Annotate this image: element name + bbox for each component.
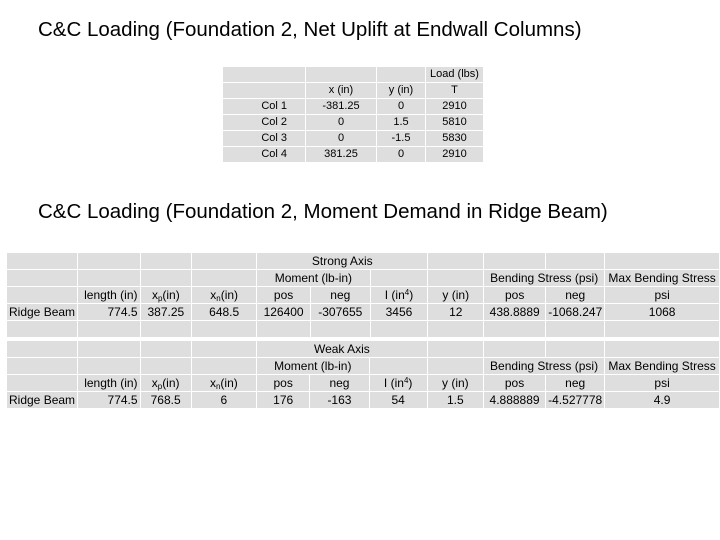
uplift-table-top-row bbox=[223, 67, 484, 83]
axis-title-row bbox=[7, 341, 720, 358]
y-value: -1.5 bbox=[377, 131, 426, 147]
table-row bbox=[7, 304, 720, 321]
axis-title: Strong Axis bbox=[257, 253, 428, 270]
column-name: Col 2 bbox=[223, 115, 306, 131]
load-value: 5830 bbox=[426, 131, 484, 147]
uplift-table-header-row bbox=[223, 83, 484, 99]
x-value: 0 bbox=[306, 115, 377, 131]
moment-pos-header: pos bbox=[257, 287, 311, 304]
group-header-row bbox=[7, 358, 720, 375]
inertia-value: 3456 bbox=[370, 304, 428, 321]
y-header: y (in) bbox=[377, 83, 426, 99]
moment-title: C&C Loading (Foundation 2, Moment Demand in Ridge Beam) bbox=[38, 200, 608, 223]
spacer-row bbox=[7, 321, 720, 338]
moment-neg-header: neg bbox=[311, 287, 371, 304]
length-header: length (in) bbox=[78, 375, 141, 392]
blank-cell bbox=[377, 67, 426, 83]
bending-neg-value: -4.527778 bbox=[546, 392, 605, 409]
moment-neg-header: neg bbox=[310, 375, 369, 392]
y-header: y (in) bbox=[427, 375, 483, 392]
load-value: 5810 bbox=[426, 115, 484, 131]
group-header-row bbox=[7, 270, 720, 287]
x-header: x (in) bbox=[306, 83, 377, 99]
inertia-header: I $(in^4)$ bbox=[370, 287, 428, 304]
bending-neg-header: neg bbox=[546, 375, 605, 392]
column-header-row bbox=[7, 375, 720, 392]
xp-header: $x_p(in)$ bbox=[140, 375, 191, 392]
moment-pos-header: pos bbox=[257, 375, 310, 392]
column-name: Col 1 bbox=[223, 99, 306, 115]
length-value: 774.5 bbox=[78, 392, 141, 409]
table-row bbox=[223, 99, 484, 115]
max-unit-header: psi bbox=[605, 375, 720, 392]
xp-value: 387.25 bbox=[140, 304, 192, 321]
load-header-line1: Load (lbs) bbox=[426, 67, 484, 83]
strong-axis-table bbox=[6, 252, 720, 338]
x-value: 0 bbox=[306, 131, 377, 147]
xp-value: 768.5 bbox=[140, 392, 191, 409]
xp-header: $x_p(in)$ bbox=[140, 287, 192, 304]
moment-pos-value: 126400 bbox=[257, 304, 311, 321]
load-value: 2910 bbox=[426, 147, 484, 163]
inertia-header: I $(in^4)$ bbox=[369, 375, 427, 392]
moment-label: Moment (lb-in) bbox=[257, 358, 370, 375]
inertia-value: 54 bbox=[369, 392, 427, 409]
moment-neg-value: -163 bbox=[310, 392, 369, 409]
bending-neg-header: neg bbox=[546, 287, 605, 304]
moment-label: Moment (lb-in) bbox=[257, 270, 370, 287]
table-row bbox=[223, 131, 484, 147]
y-value: 0 bbox=[377, 147, 426, 163]
xn-header: $x_n(in)$ bbox=[191, 375, 256, 392]
moment-pos-value: 176 bbox=[257, 392, 310, 409]
column-name: Col 4 bbox=[223, 147, 306, 163]
uplift-title: C&C Loading (Foundation 2, Net Uplift at Endwall Columns) bbox=[38, 18, 582, 41]
axis-title-row bbox=[7, 253, 720, 270]
uplift-table bbox=[222, 66, 484, 163]
y-value: 1.5 bbox=[427, 392, 483, 409]
max-value: 1068 bbox=[605, 304, 720, 321]
y-header: y (in) bbox=[428, 287, 484, 304]
bending-pos-header: pos bbox=[483, 375, 545, 392]
bending-label: Bending Stress (psi) bbox=[483, 358, 604, 375]
y-value: 0 bbox=[377, 99, 426, 115]
bending-neg-value: -1068.247 bbox=[546, 304, 605, 321]
max-label: Max Bending Stress bbox=[605, 358, 720, 375]
column-name: Col 3 bbox=[223, 131, 306, 147]
length-value: 774.5 bbox=[78, 304, 140, 321]
bending-pos-header: pos bbox=[484, 287, 546, 304]
x-value: -381.25 bbox=[306, 99, 377, 115]
load-header-line2: T bbox=[426, 83, 484, 99]
y-value: 1.5 bbox=[377, 115, 426, 131]
table-row bbox=[223, 115, 484, 131]
moment-neg-value: -307655 bbox=[311, 304, 371, 321]
row-label: Ridge Beam bbox=[7, 304, 78, 321]
max-value: 4.9 bbox=[605, 392, 720, 409]
load-value: 2910 bbox=[426, 99, 484, 115]
xn-header: $x_n(in)$ bbox=[192, 287, 257, 304]
y-value: 12 bbox=[428, 304, 484, 321]
length-header: length (in) bbox=[78, 287, 140, 304]
x-value: 381.25 bbox=[306, 147, 377, 163]
blank-cell bbox=[223, 67, 306, 83]
column-header-row bbox=[7, 287, 720, 304]
bending-label: Bending Stress (psi) bbox=[484, 270, 605, 287]
xn-value: 648.5 bbox=[192, 304, 257, 321]
bending-pos-value: 438.8889 bbox=[484, 304, 546, 321]
xn-value: 6 bbox=[191, 392, 256, 409]
max-unit-header: psi bbox=[605, 287, 720, 304]
table-row bbox=[7, 392, 720, 409]
bending-pos-value: 4.888889 bbox=[483, 392, 545, 409]
row-label: Ridge Beam bbox=[7, 392, 78, 409]
axis-title: Weak Axis bbox=[257, 341, 428, 358]
blank-cell bbox=[223, 83, 306, 99]
blank-cell bbox=[306, 67, 377, 83]
max-label: Max Bending Stress bbox=[605, 270, 720, 287]
weak-axis-table bbox=[6, 340, 720, 409]
table-row bbox=[223, 147, 484, 163]
